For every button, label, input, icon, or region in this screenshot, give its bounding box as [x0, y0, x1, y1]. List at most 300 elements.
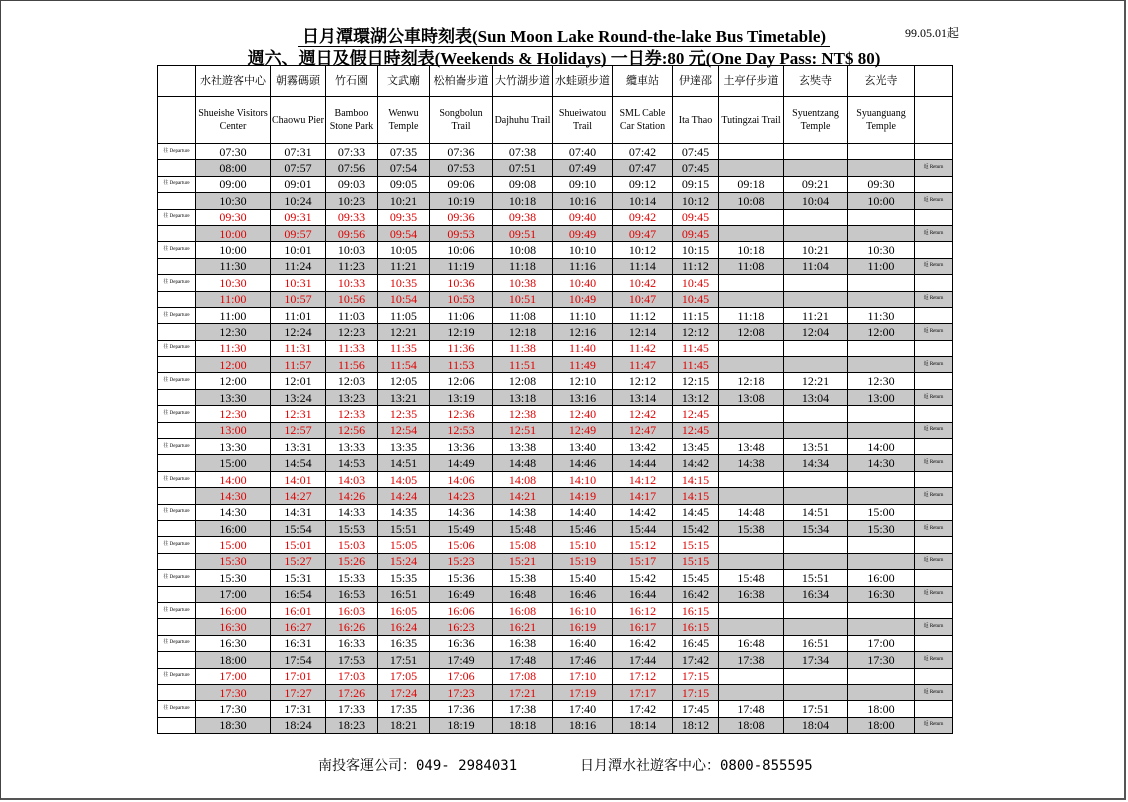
time-cell: 14:30: [848, 455, 915, 471]
time-cell: 09:05: [378, 176, 430, 192]
time-cell: 14:30: [196, 504, 271, 520]
departure-mark: 往 Departure: [158, 668, 196, 684]
time-cell: 09:01: [271, 176, 326, 192]
time-cell: 12:30: [196, 324, 271, 340]
time-cell: 10:30: [196, 193, 271, 209]
time-cell: 13:19: [430, 389, 493, 405]
time-cell: [719, 357, 784, 373]
time-cell: 15:36: [430, 570, 493, 586]
time-cell: 14:31: [271, 504, 326, 520]
time-cell: [719, 144, 784, 160]
stop-name-zh: 玄光寺: [848, 66, 915, 97]
time-cell: [784, 209, 848, 225]
time-cell: 18:30: [196, 717, 271, 733]
time-cell: 13:36: [430, 439, 493, 455]
time-cell: 16:38: [493, 635, 553, 651]
time-cell: 13:18: [493, 389, 553, 405]
time-cell: 17:10: [553, 668, 613, 684]
table-row: [158, 439, 953, 455]
time-cell: 12:31: [271, 406, 326, 422]
timetable: [157, 65, 953, 734]
return-mark: 返 Return: [915, 225, 953, 241]
time-cell: 12:05: [378, 373, 430, 389]
time-cell: 17:00: [196, 668, 271, 684]
time-cell: 15:40: [553, 570, 613, 586]
table-row: [158, 160, 953, 176]
time-cell: 09:35: [378, 209, 430, 225]
departure-mark: 往 Departure: [158, 209, 196, 225]
time-cell: 16:27: [271, 619, 326, 635]
time-cell: 11:30: [196, 340, 271, 356]
time-cell: 07:53: [430, 160, 493, 176]
time-cell: 12:56: [326, 422, 378, 438]
time-cell: 11:06: [430, 307, 493, 323]
time-cell: 16:21: [493, 619, 553, 635]
time-cell: 12:16: [553, 324, 613, 340]
time-cell: [848, 488, 915, 504]
empty-cell: [915, 570, 953, 586]
footer-company: 南投客運公司：049- 2984031: [318, 758, 518, 774]
time-cell: 10:40: [553, 275, 613, 291]
footer-visitor-center: 日月潭水社遊客中心：0800-855595: [580, 758, 813, 774]
empty-cell: [158, 586, 196, 602]
table-row: [158, 701, 953, 717]
time-cell: 11:40: [553, 340, 613, 356]
return-mark: 返 Return: [915, 324, 953, 340]
time-cell: 13:14: [613, 389, 673, 405]
stop-name-en: Tutingzai Trail: [719, 97, 784, 144]
time-cell: 13:00: [848, 389, 915, 405]
time-cell: 10:19: [430, 193, 493, 209]
time-cell: 10:15: [673, 242, 719, 258]
time-cell: [848, 619, 915, 635]
time-cell: 10:30: [196, 275, 271, 291]
time-cell: [719, 684, 784, 700]
stop-name-en: Shueishe Visitors Center: [196, 97, 271, 144]
table-row: [158, 275, 953, 291]
time-cell: 13:23: [326, 389, 378, 405]
empty-cell: [915, 242, 953, 258]
time-cell: 09:45: [673, 209, 719, 225]
header-corner: [158, 66, 196, 97]
time-cell: 12:53: [430, 422, 493, 438]
time-cell: 07:54: [378, 160, 430, 176]
time-cell: 11:57: [271, 357, 326, 373]
time-cell: 15:30: [196, 570, 271, 586]
time-cell: 10:53: [430, 291, 493, 307]
departure-mark: 往 Departure: [158, 602, 196, 618]
time-cell: 13:35: [378, 439, 430, 455]
time-cell: 15:34: [784, 520, 848, 536]
time-cell: 16:06: [430, 602, 493, 618]
time-cell: [784, 684, 848, 700]
page-subtitle: 週六、週日及假日時刻表(Weekends & Holidays) 一日券:80 元(One Day Pass: NT$ 80): [247, 49, 881, 68]
time-cell: 12:00: [848, 324, 915, 340]
time-cell: 17:23: [430, 684, 493, 700]
time-cell: 15:27: [271, 553, 326, 569]
time-cell: 16:12: [613, 602, 673, 618]
time-cell: 10:04: [784, 193, 848, 209]
time-cell: 17:01: [271, 668, 326, 684]
empty-cell: [915, 668, 953, 684]
table-row: [158, 602, 953, 618]
time-cell: 16:03: [326, 602, 378, 618]
empty-cell: [158, 488, 196, 504]
departure-mark: 往 Departure: [158, 635, 196, 651]
time-cell: 14:51: [784, 504, 848, 520]
time-cell: 14:08: [493, 471, 553, 487]
time-cell: [848, 340, 915, 356]
time-cell: 11:36: [430, 340, 493, 356]
time-cell: 12:49: [553, 422, 613, 438]
time-cell: 11:04: [784, 258, 848, 274]
time-cell: 15:08: [493, 537, 553, 553]
time-cell: 12:10: [553, 373, 613, 389]
time-cell: 14:48: [719, 504, 784, 520]
time-cell: 12:08: [719, 324, 784, 340]
time-cell: 17:40: [553, 701, 613, 717]
empty-cell: [915, 537, 953, 553]
time-cell: 13:40: [553, 439, 613, 455]
time-cell: 10:00: [196, 225, 271, 241]
time-cell: [784, 602, 848, 618]
time-cell: [848, 225, 915, 241]
time-cell: 15:23: [430, 553, 493, 569]
time-cell: 15:24: [378, 553, 430, 569]
time-cell: 16:51: [378, 586, 430, 602]
time-cell: 17:48: [719, 701, 784, 717]
time-cell: 16:15: [673, 602, 719, 618]
empty-cell: [915, 439, 953, 455]
time-cell: 17:00: [196, 586, 271, 602]
time-cell: 16:36: [430, 635, 493, 651]
time-cell: 15:46: [553, 520, 613, 536]
time-cell: 11:31: [271, 340, 326, 356]
time-cell: 09:54: [378, 225, 430, 241]
time-cell: 16:00: [196, 520, 271, 536]
time-cell: 15:05: [378, 537, 430, 553]
time-cell: 17:30: [196, 684, 271, 700]
time-cell: 11:14: [613, 258, 673, 274]
time-cell: 14:05: [378, 471, 430, 487]
time-cell: 15:38: [719, 520, 784, 536]
time-cell: 18:16: [553, 717, 613, 733]
time-cell: [719, 668, 784, 684]
time-cell: 07:31: [271, 144, 326, 160]
time-cell: [848, 422, 915, 438]
table-row: [158, 586, 953, 602]
time-cell: 10:36: [430, 275, 493, 291]
time-cell: 14:51: [378, 455, 430, 471]
stop-name-zh: 玄奘寺: [784, 66, 848, 97]
time-cell: 09:42: [613, 209, 673, 225]
time-cell: 15:49: [430, 520, 493, 536]
empty-cell: [158, 357, 196, 373]
time-cell: 14:42: [613, 504, 673, 520]
time-cell: [784, 144, 848, 160]
time-cell: 18:23: [326, 717, 378, 733]
time-cell: 18:18: [493, 717, 553, 733]
time-cell: 14:30: [196, 488, 271, 504]
time-cell: [784, 619, 848, 635]
time-cell: 18:08: [719, 717, 784, 733]
time-cell: 14:01: [271, 471, 326, 487]
time-cell: [848, 684, 915, 700]
empty-cell: [158, 225, 196, 241]
time-cell: 17:12: [613, 668, 673, 684]
time-cell: 10:21: [378, 193, 430, 209]
time-cell: 15:44: [613, 520, 673, 536]
time-cell: 14:17: [613, 488, 673, 504]
return-mark: 返 Return: [915, 193, 953, 209]
time-cell: 17:17: [613, 684, 673, 700]
time-cell: 16:15: [673, 619, 719, 635]
time-cell: 16:35: [378, 635, 430, 651]
table-row: [158, 717, 953, 733]
time-cell: 17:08: [493, 668, 553, 684]
time-cell: 15:45: [673, 570, 719, 586]
stop-name-en: Chaowu Pier: [271, 97, 326, 144]
time-cell: 15:42: [613, 570, 673, 586]
time-cell: 16:00: [196, 602, 271, 618]
time-cell: 16:34: [784, 586, 848, 602]
time-cell: 11:21: [378, 258, 430, 274]
time-cell: 12:14: [613, 324, 673, 340]
time-cell: 10:45: [673, 275, 719, 291]
time-cell: 09:10: [553, 176, 613, 192]
time-cell: 09:03: [326, 176, 378, 192]
return-mark: 返 Return: [915, 520, 953, 536]
time-cell: [784, 406, 848, 422]
time-cell: [784, 275, 848, 291]
time-cell: 14:42: [673, 455, 719, 471]
time-cell: 09:00: [196, 176, 271, 192]
time-cell: 14:26: [326, 488, 378, 504]
time-cell: [848, 291, 915, 307]
empty-cell: [158, 422, 196, 438]
time-cell: 17:36: [430, 701, 493, 717]
title-text: 日月潭環湖公車時刻表(Sun Moon Lake Round-the-lake Bus Timetable): [298, 27, 830, 47]
empty-cell: [158, 717, 196, 733]
time-cell: 15:01: [271, 537, 326, 553]
time-cell: 16:01: [271, 602, 326, 618]
time-cell: [719, 422, 784, 438]
table-row: [158, 225, 953, 241]
stop-name-en: Songbolun Trail: [430, 97, 493, 144]
time-cell: [719, 209, 784, 225]
time-cell: 16:08: [493, 602, 553, 618]
table-row: [158, 258, 953, 274]
time-cell: 11:18: [493, 258, 553, 274]
time-cell: 10:01: [271, 242, 326, 258]
time-cell: 10:00: [848, 193, 915, 209]
time-cell: 11:00: [196, 291, 271, 307]
time-cell: 15:31: [271, 570, 326, 586]
time-cell: 15:51: [784, 570, 848, 586]
table-row: [158, 389, 953, 405]
time-cell: 14:46: [553, 455, 613, 471]
time-cell: 12:00: [196, 373, 271, 389]
time-cell: 12:36: [430, 406, 493, 422]
return-mark: 返 Return: [915, 389, 953, 405]
time-cell: 14:27: [271, 488, 326, 504]
table-row: [158, 504, 953, 520]
header-row-zh: [158, 66, 953, 97]
time-cell: 11:03: [326, 307, 378, 323]
time-cell: 15:42: [673, 520, 719, 536]
departure-mark: 往 Departure: [158, 471, 196, 487]
time-cell: 14:03: [326, 471, 378, 487]
time-cell: 14:06: [430, 471, 493, 487]
time-cell: 17:30: [848, 652, 915, 668]
time-cell: [784, 340, 848, 356]
time-cell: 15:33: [326, 570, 378, 586]
time-cell: 16:23: [430, 619, 493, 635]
time-cell: 16:33: [326, 635, 378, 651]
stop-name-zh: 伊達邵: [673, 66, 719, 97]
table-row: [158, 471, 953, 487]
time-cell: [719, 488, 784, 504]
empty-cell: [915, 275, 953, 291]
time-cell: [848, 471, 915, 487]
time-cell: 09:08: [493, 176, 553, 192]
time-cell: 15:15: [673, 537, 719, 553]
time-cell: 11:00: [196, 307, 271, 323]
time-cell: 17:31: [271, 701, 326, 717]
time-cell: 11:05: [378, 307, 430, 323]
time-cell: 10:47: [613, 291, 673, 307]
time-cell: 07:38: [493, 144, 553, 160]
empty-cell: [915, 635, 953, 651]
time-cell: 12:15: [673, 373, 719, 389]
return-mark: 返 Return: [915, 160, 953, 176]
time-cell: 17:21: [493, 684, 553, 700]
time-cell: 17:51: [378, 652, 430, 668]
time-cell: [719, 275, 784, 291]
time-cell: [848, 602, 915, 618]
time-cell: 11:10: [553, 307, 613, 323]
time-cell: 10:49: [553, 291, 613, 307]
time-cell: [719, 225, 784, 241]
departure-mark: 往 Departure: [158, 406, 196, 422]
time-cell: 11:47: [613, 357, 673, 373]
departure-mark: 往 Departure: [158, 439, 196, 455]
return-mark: 返 Return: [915, 422, 953, 438]
time-cell: 13:08: [719, 389, 784, 405]
time-cell: [784, 160, 848, 176]
time-cell: 12:38: [493, 406, 553, 422]
time-cell: 13:30: [196, 389, 271, 405]
time-cell: 10:24: [271, 193, 326, 209]
table-row: [158, 668, 953, 684]
departure-mark: 往 Departure: [158, 144, 196, 160]
time-cell: 11:45: [673, 340, 719, 356]
stop-name-en: Ita Thao: [673, 97, 719, 144]
stop-name-en: Syuanguang Temple: [848, 97, 915, 144]
empty-cell: [915, 471, 953, 487]
stop-name-en: Shueiwatou Trail: [553, 97, 613, 144]
stop-name-zh: 松柏崙步道: [430, 66, 493, 97]
time-cell: 16:05: [378, 602, 430, 618]
header-corner: [915, 66, 953, 97]
time-cell: 16:48: [719, 635, 784, 651]
time-cell: 11:12: [613, 307, 673, 323]
time-cell: 15:54: [271, 520, 326, 536]
time-cell: 10:42: [613, 275, 673, 291]
time-cell: 09:45: [673, 225, 719, 241]
time-cell: [848, 144, 915, 160]
time-cell: 13:45: [673, 439, 719, 455]
stop-name-zh: 竹石園: [326, 66, 378, 97]
time-cell: 17:44: [613, 652, 673, 668]
time-cell: 16:42: [673, 586, 719, 602]
table-row: [158, 373, 953, 389]
empty-cell: [915, 504, 953, 520]
table-row: [158, 340, 953, 356]
time-cell: 17:06: [430, 668, 493, 684]
time-cell: [848, 537, 915, 553]
time-cell: 09:06: [430, 176, 493, 192]
time-cell: 11:54: [378, 357, 430, 373]
stop-name-zh: 大竹湖步道: [493, 66, 553, 97]
time-cell: 10:12: [613, 242, 673, 258]
table-row: [158, 422, 953, 438]
table-row: [158, 193, 953, 209]
time-cell: 13:24: [271, 389, 326, 405]
table-row: [158, 144, 953, 160]
table-row: [158, 520, 953, 536]
time-cell: 16:24: [378, 619, 430, 635]
time-cell: 07:45: [673, 144, 719, 160]
departure-mark: 往 Departure: [158, 570, 196, 586]
time-cell: 17:00: [848, 635, 915, 651]
time-cell: [719, 340, 784, 356]
time-cell: 18:00: [848, 717, 915, 733]
time-cell: 14:15: [673, 471, 719, 487]
time-cell: 17:15: [673, 684, 719, 700]
time-cell: 07:57: [271, 160, 326, 176]
time-cell: 14:15: [673, 488, 719, 504]
time-cell: 10:30: [848, 242, 915, 258]
time-cell: 17:30: [196, 701, 271, 717]
time-cell: 18:00: [848, 701, 915, 717]
time-cell: 15:19: [553, 553, 613, 569]
time-cell: 17:35: [378, 701, 430, 717]
time-cell: 12:45: [673, 406, 719, 422]
time-cell: 16:48: [493, 586, 553, 602]
empty-cell: [158, 389, 196, 405]
time-cell: 17:53: [326, 652, 378, 668]
time-cell: 07:56: [326, 160, 378, 176]
time-cell: 09:30: [196, 209, 271, 225]
time-cell: 09:53: [430, 225, 493, 241]
empty-cell: [915, 209, 953, 225]
time-cell: 11:53: [430, 357, 493, 373]
time-cell: 16:40: [553, 635, 613, 651]
table-row: [158, 652, 953, 668]
empty-cell: [158, 160, 196, 176]
time-cell: 09:18: [719, 176, 784, 192]
empty-cell: [158, 258, 196, 274]
time-cell: 14:54: [271, 455, 326, 471]
return-mark: 返 Return: [915, 717, 953, 733]
header-row-en: [158, 97, 953, 144]
time-cell: 17:26: [326, 684, 378, 700]
stop-name-zh: 水蛙頭步道: [553, 66, 613, 97]
empty-cell: [158, 684, 196, 700]
time-cell: 16:17: [613, 619, 673, 635]
time-cell: 11:56: [326, 357, 378, 373]
